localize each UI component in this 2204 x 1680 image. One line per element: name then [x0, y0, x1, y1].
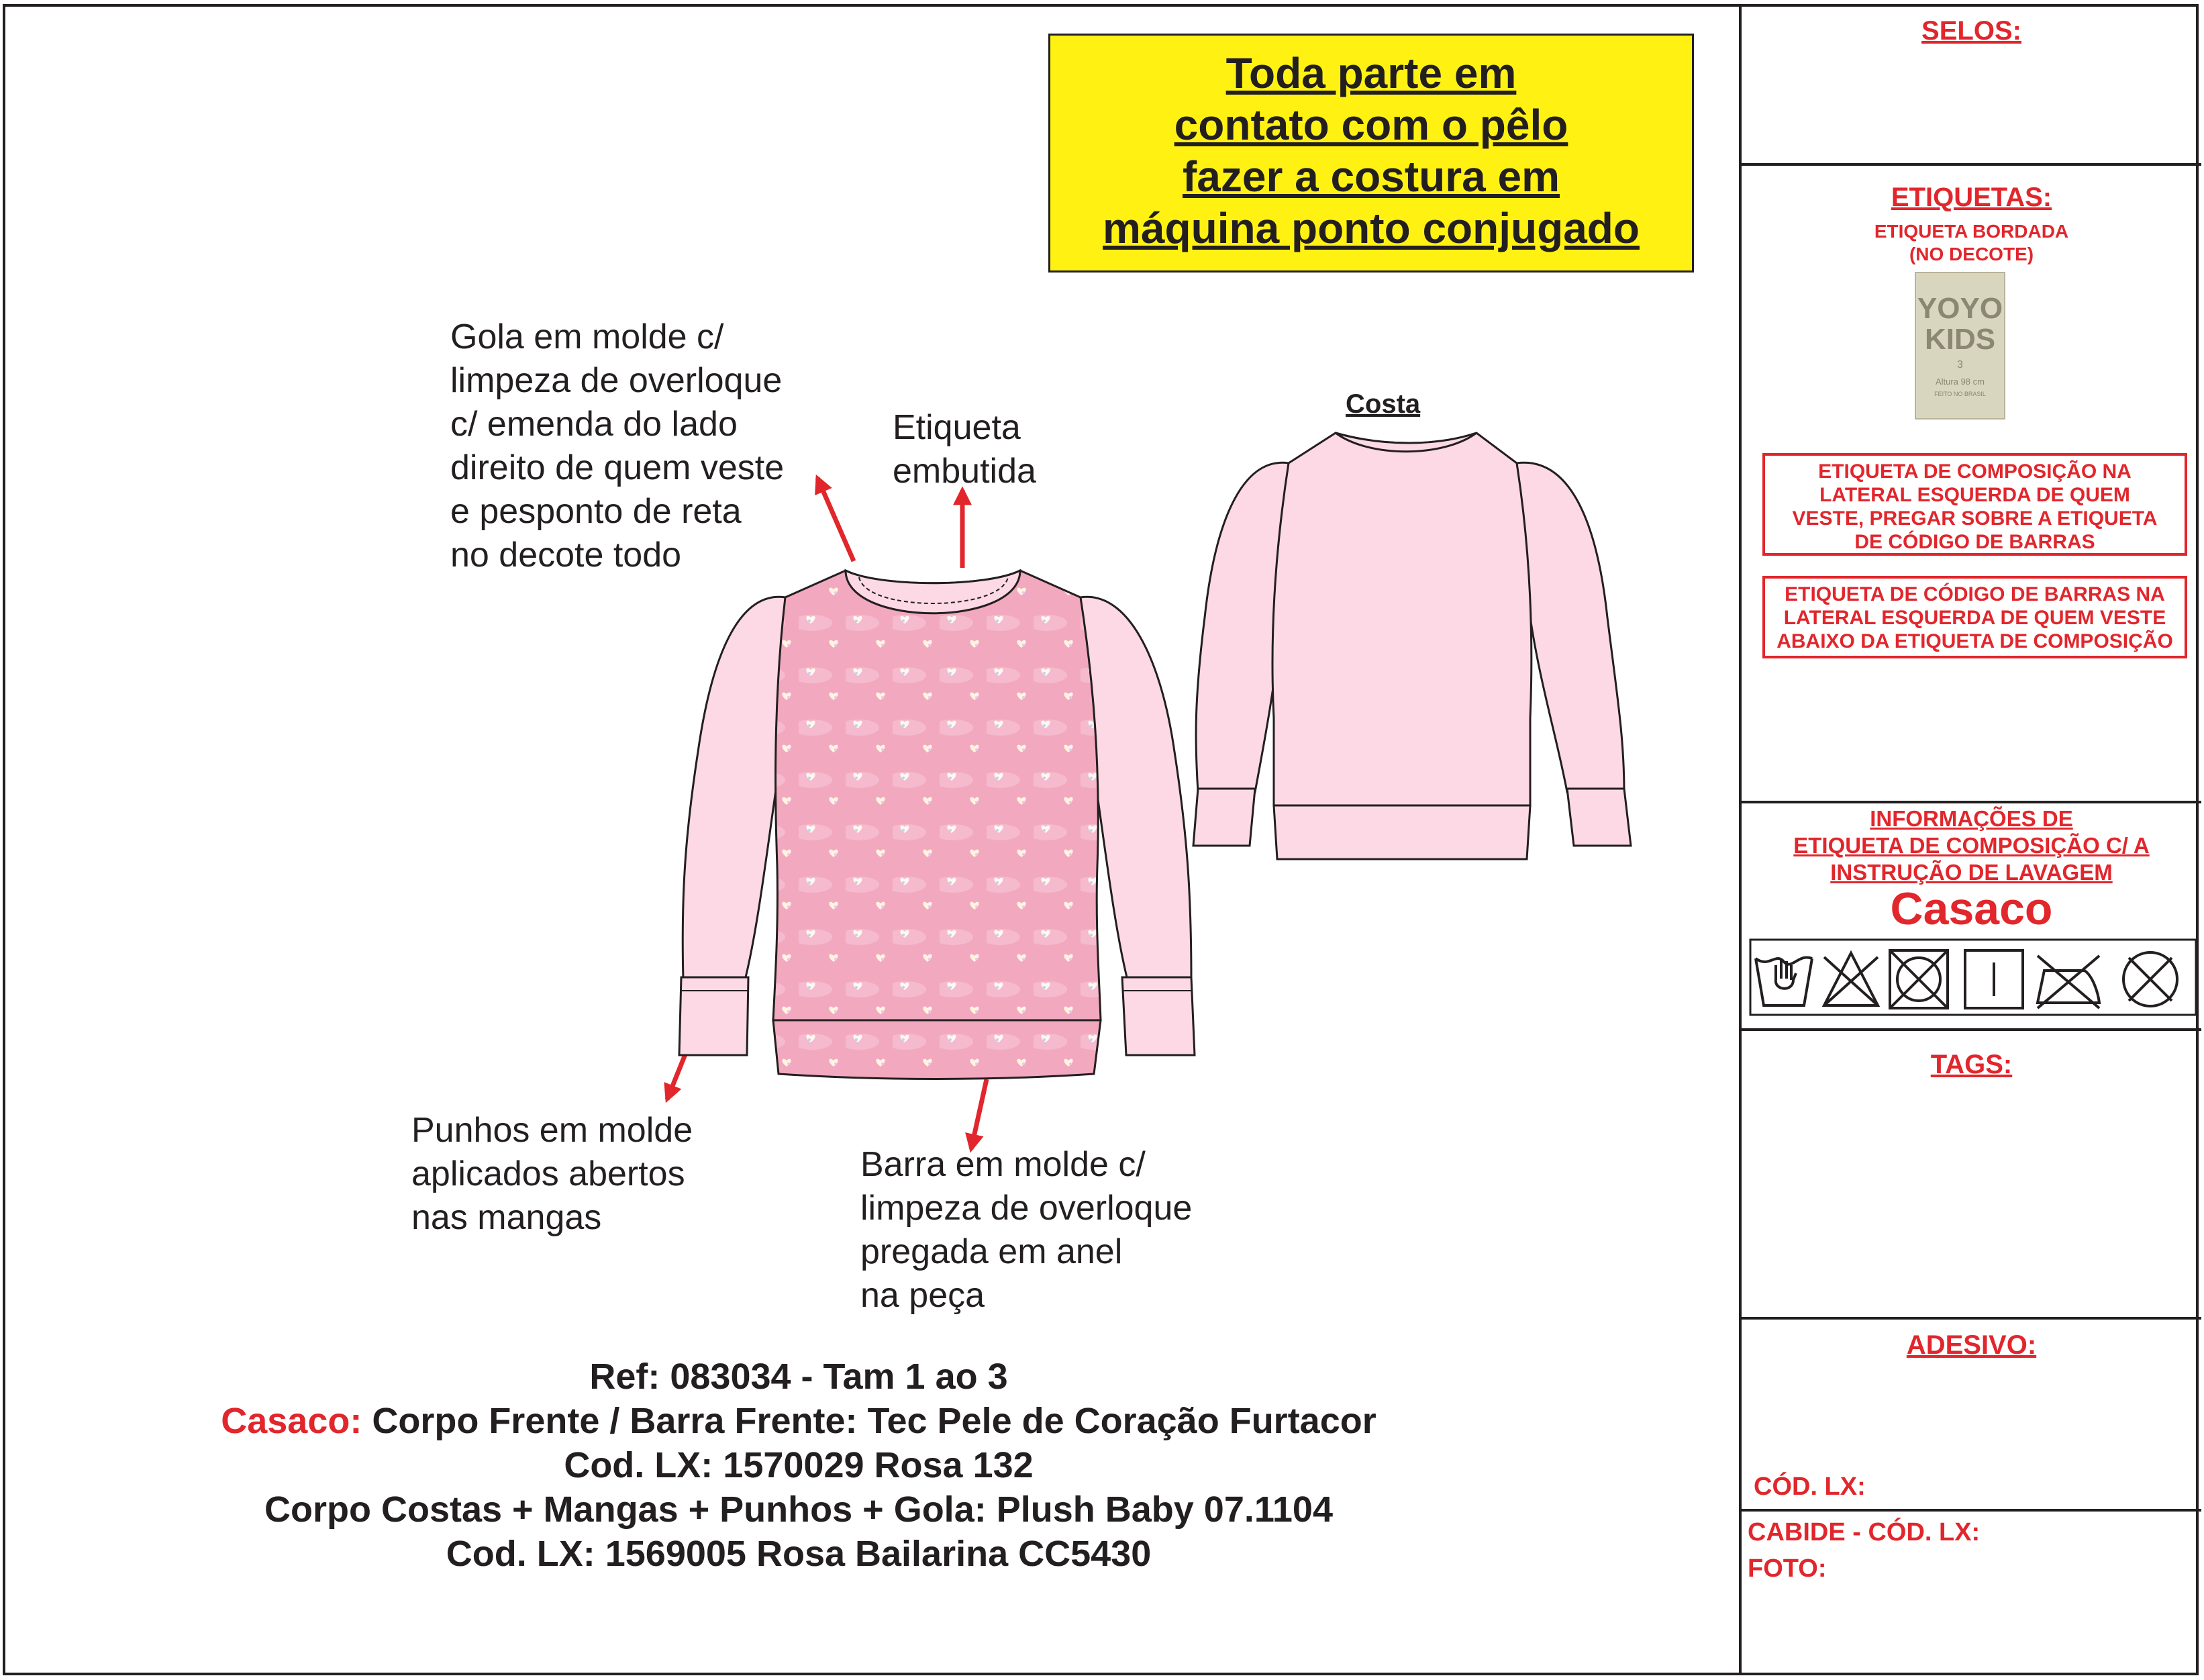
notice-line: máquina ponto conjugado — [1103, 204, 1640, 252]
info-product: Casaco — [1890, 883, 2053, 934]
back-hem — [1274, 805, 1530, 859]
label-made: FEITO NO BRASIL — [1934, 391, 1986, 397]
no-tumble-dry-icon — [1890, 950, 1948, 1008]
divider-selos — [1739, 163, 2201, 166]
brand-line: YOYO — [1917, 292, 2003, 325]
brand-line: KIDS — [1924, 323, 1996, 356]
box-line: LATERAL ESQUERDA DE QUEM VESTE — [1783, 607, 2166, 629]
note-line: c/ emenda do lado — [450, 405, 738, 444]
spec-product-label: Casaco: — [221, 1401, 362, 1441]
box-line: LATERAL ESQUERDA DE QUEM — [1819, 484, 2130, 506]
no-dry-clean-icon — [2123, 952, 2177, 1006]
note-line: pregada em anel — [860, 1232, 1123, 1271]
cabide-label: CABIDE - CÓD. LX: — [1748, 1518, 1981, 1546]
note-line: nas mangas — [411, 1198, 602, 1237]
divider-tags — [1739, 1317, 2201, 1320]
no-bleach-icon — [1824, 953, 1878, 1005]
arrow-gola — [817, 478, 854, 561]
note-line: no decote todo — [450, 536, 682, 575]
label-height: Altura 98 cm — [1936, 377, 1985, 387]
divider-etiquetas — [1739, 801, 2201, 803]
info-title — [1742, 805, 2201, 886]
box-line: ETIQUETA DE CÓDIGO DE BARRAS NA — [1785, 583, 2165, 605]
front-body — [773, 571, 1101, 1020]
etiquetas-title: ETIQUETAS: — [1891, 183, 2052, 212]
note-line: aplicados abertos — [411, 1154, 685, 1193]
spec-back-code: Cod. LX: 1569005 Rosa Bailarina CC5430 — [446, 1534, 1152, 1574]
foto-label: FOTO: — [1748, 1554, 1827, 1583]
spec-ref: Ref: 083034 - Tam 1 ao 3 — [589, 1356, 1008, 1397]
back-body — [1272, 433, 1532, 805]
divider-adesivo — [1739, 1509, 2201, 1512]
back-label: Costa — [1346, 389, 1421, 419]
right-cuff — [1122, 977, 1195, 1055]
adesivo-title: ADESIVO: — [1906, 1330, 2037, 1360]
box-line: ETIQUETA DE COMPOSIÇÃO NA — [1818, 460, 2132, 483]
sweater-front-drawing — [658, 550, 1235, 1087]
box-codigo-barras — [1762, 576, 2187, 658]
info-line: INFORMAÇÕES DE — [1870, 806, 2073, 831]
note-line: limpeza de overloque — [860, 1189, 1193, 1228]
box-line: VESTE, PREGAR SOBRE A ETIQUETA — [1792, 507, 2158, 530]
cod-lx-label: CÓD. LX: — [1754, 1473, 1866, 1501]
sweater-back-drawing — [1168, 416, 1638, 866]
note-line: Etiqueta — [893, 408, 1021, 447]
selos-title: SELOS: — [1921, 16, 2021, 46]
line-dry-icon — [1965, 950, 2023, 1008]
box-line: ABAIXO DA ETIQUETA DE COMPOSIÇÃO — [1776, 630, 2173, 652]
left-cuff — [679, 977, 748, 1055]
no-iron-icon — [2038, 956, 2099, 1008]
spec-back-fabric: Corpo Costas + Mangas + Punhos + Gola: Plush Baby 07.1104 — [264, 1489, 1333, 1530]
notice-line: fazer a costura em — [1182, 152, 1560, 201]
label-size: 3 — [1957, 359, 1963, 370]
note-line: Punhos em molde — [411, 1111, 693, 1150]
note-line: limpeza de overloque — [450, 361, 783, 400]
note-line: Barra em molde c/ — [860, 1145, 1146, 1184]
spec-front-fabric-text: Corpo Frente / Barra Frente: Tec Pele de Coração Furtacor — [362, 1401, 1376, 1441]
yoyo-kids-label — [1915, 272, 2005, 419]
spec-front-fabric — [101, 1399, 1497, 1443]
spec-front-code: Cod. LX: 1570029 Rosa 132 — [564, 1445, 1034, 1485]
back-left-cuff — [1193, 789, 1255, 846]
arrow-barra — [971, 1079, 987, 1149]
spec-block — [101, 1354, 1497, 1576]
note-line: direito de quem veste — [450, 448, 785, 487]
left-sleeve — [683, 597, 785, 980]
note-line: ETIQUETA BORDADA — [1874, 221, 2069, 242]
etiqueta-bordada-note — [1742, 220, 2201, 266]
note-line: Gola em molde c/ — [450, 317, 724, 356]
box-composicao — [1762, 453, 2187, 556]
notice-line: Toda parte em — [1225, 49, 1517, 97]
notice-line: contato com o pêlo — [1174, 101, 1568, 149]
note-line: e pesponto de reta — [450, 492, 742, 531]
tags-title: TAGS: — [1930, 1050, 2013, 1079]
hand-wash-icon — [1756, 957, 1812, 1005]
divider-info — [1739, 1028, 2201, 1031]
note-line: na peça — [860, 1276, 985, 1315]
note-line: embutida — [893, 452, 1036, 491]
back-right-sleeve — [1517, 462, 1624, 792]
info-line: INSTRUÇÃO DE LAVAGEM — [1830, 860, 2113, 885]
front-hem-band — [773, 1020, 1101, 1079]
box-line: DE CÓDIGO DE BARRAS — [1854, 531, 2095, 553]
info-line: ETIQUETA DE COMPOSIÇÃO C/ A — [1793, 833, 2150, 858]
note-line: (NO DECOTE) — [1909, 244, 2034, 264]
care-symbols-strip — [1749, 938, 2199, 1018]
back-right-cuff — [1567, 789, 1631, 846]
